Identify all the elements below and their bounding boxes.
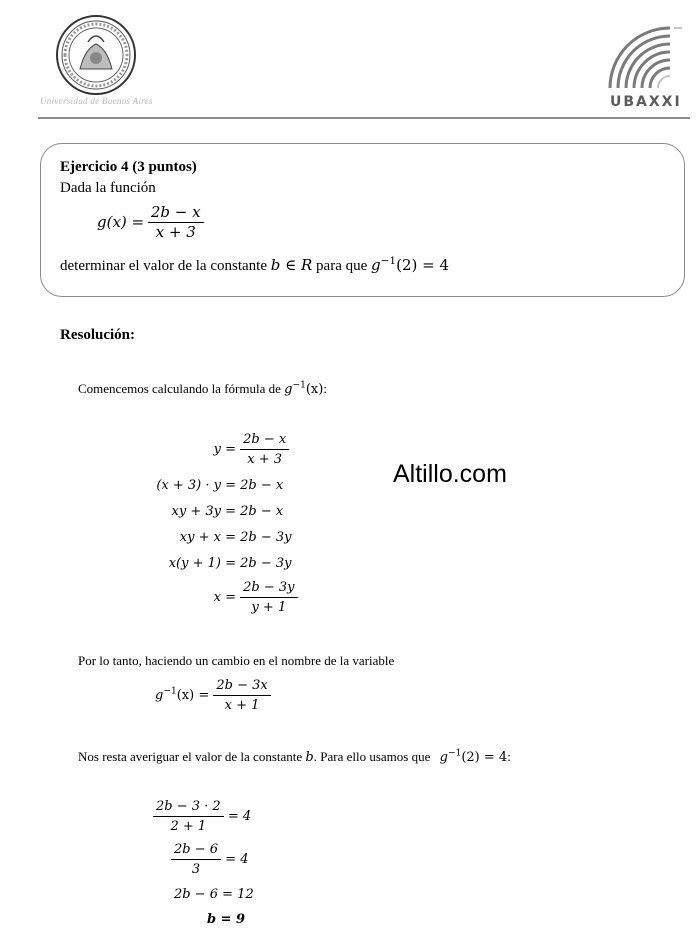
solve-r2-fraction (171, 842, 221, 877)
statement-math-g-base: g (371, 256, 381, 274)
inverse-num: 2b − 3x (213, 678, 270, 696)
exercise-title: Ejercicio 4 (3 puntos) (60, 159, 197, 175)
derivation-row-6 (120, 580, 298, 615)
inverse-base: g (155, 688, 164, 703)
inverse-fraction (213, 678, 270, 713)
solve-result: b = 9 (207, 912, 246, 927)
step1-math-rest: (x) (305, 382, 324, 397)
derivation-row-4 (120, 530, 292, 545)
statement-text-2: para que (312, 258, 372, 274)
step1-math-sup: −1 (292, 380, 306, 391)
function-denominator: x + 3 (155, 223, 196, 241)
derivation-r2-lhs: (x + 3) · y = (156, 478, 236, 493)
derivation-r6-lhs: x = (213, 590, 236, 605)
step3-colon: : (507, 749, 511, 764)
derivation-r4-rhs: 2b − 3y (240, 530, 292, 545)
step1-math-base: g (284, 382, 293, 397)
derivation-r3-rhs: 2b − x (240, 504, 284, 519)
solve-r2-rhs: = 4 (225, 852, 249, 867)
step3-math-base: g (439, 750, 448, 765)
statement-math-g-sup: −1 (380, 255, 397, 267)
solve-row-1 (153, 799, 251, 834)
function-numerator: 2b − x (148, 205, 204, 223)
inverse-lhs (155, 688, 209, 703)
function-fraction (148, 205, 204, 240)
step3-math-rest: (2) = 4 (461, 750, 508, 765)
derivation-row-1 (120, 432, 289, 467)
step3-math-b: b (305, 750, 314, 765)
derivation-row-2 (120, 478, 283, 493)
altillo-watermark: Altillo.com (393, 460, 507, 488)
uba-seal-logo (55, 14, 137, 96)
step1-colon: : (323, 381, 327, 396)
header-divider (38, 117, 690, 119)
solve-r1-num: 2b − 3 · 2 (153, 799, 224, 817)
resolution-heading: Resolución: (60, 327, 135, 343)
university-caption: Universidad de Buenos Aires (40, 96, 153, 106)
derivation-r6-den: y + 1 (251, 600, 287, 615)
solve-r1-den: 2 + 1 (170, 819, 207, 834)
derivation-r5-rhs: 2b − 3y (240, 556, 292, 571)
derivation-r1-fraction (240, 432, 289, 467)
derivation-r2-rhs: 2b − x (240, 478, 284, 493)
statement-math-g-rest: (2) = 4 (396, 256, 450, 274)
derivation-r1-num: 2b − x (240, 432, 289, 450)
derivation-r6-fraction (240, 580, 297, 615)
solve-r2-num: 2b − 6 (171, 842, 221, 860)
exercise-intro: Dada la función (60, 180, 156, 196)
inverse-rest: (x) = (176, 688, 210, 703)
ubaxxi-logo-text: UBAXXI (610, 94, 682, 110)
inverse-den: x + 1 (224, 698, 260, 713)
function-definition (97, 205, 204, 240)
derivation-row-5 (120, 556, 292, 571)
ubaxxi-arc-logo (608, 26, 684, 92)
solve-row-2 (171, 842, 248, 877)
derivation-r1-den: x + 3 (247, 452, 283, 467)
derivation-r4-lhs: xy + x = (179, 530, 236, 545)
step3-sentence-2: . Para ello usamos que (313, 749, 434, 764)
function-lhs: g(x) = (97, 213, 145, 231)
exercise-statement (60, 255, 450, 274)
derivation-r5-lhs: x(y + 1) = (168, 556, 236, 571)
step3-text (78, 750, 511, 764)
derivation-r6-num: 2b − 3y (240, 580, 297, 598)
statement-math-b-in-r: b ∈ R (270, 256, 313, 274)
statement-text-1: determinar el valor de la constante (60, 258, 271, 274)
step3-math-sup: −1 (447, 748, 462, 759)
inverse-formula (155, 678, 271, 713)
derivation-r1-lhs: y = (213, 442, 236, 457)
solve-r2-den: 3 (191, 862, 201, 877)
inverse-sup: −1 (163, 686, 177, 697)
solve-r1-rhs: = 4 (227, 809, 252, 824)
step1-text (78, 382, 327, 396)
derivation-row-3 (120, 504, 283, 519)
derivation-r3-lhs: xy + 3y = (171, 504, 236, 519)
step2-text: Por lo tanto, haciendo un cambio en el nombre de la variable (78, 653, 395, 668)
step1-sentence: Comencemos calculando la fórmula de (78, 381, 285, 396)
step3-sentence-1: Nos resta averiguar el valor de la constante (78, 749, 306, 764)
solve-row-3: 2b − 6 = 12 (174, 887, 254, 902)
solve-r1-fraction (153, 799, 224, 834)
